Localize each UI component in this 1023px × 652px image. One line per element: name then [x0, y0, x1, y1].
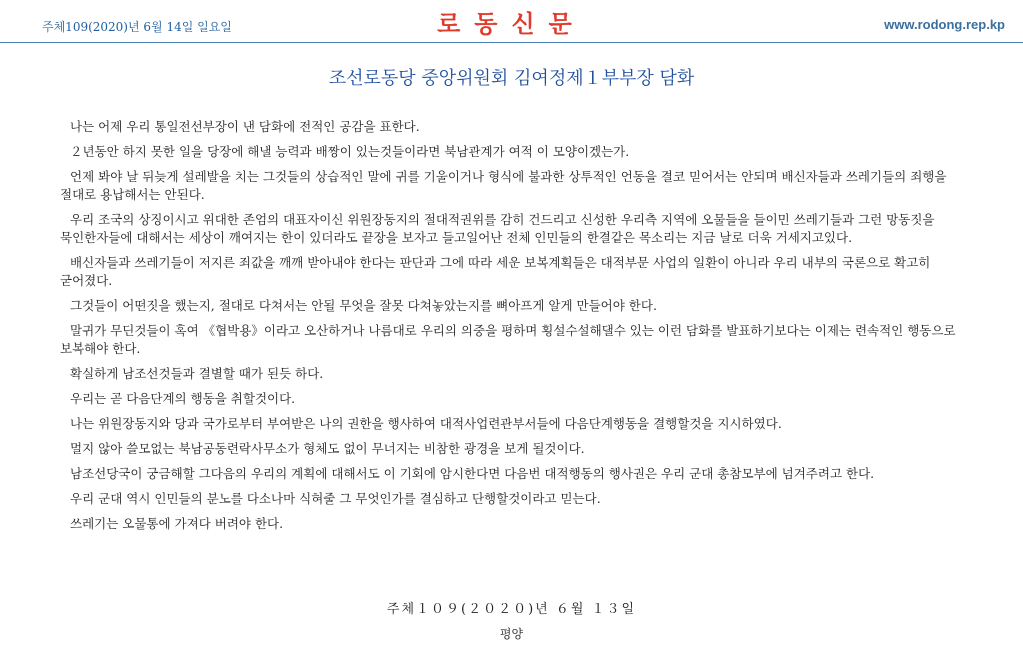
signature-date: 주체１０９(２０２０)년 ６월 １３일	[386, 602, 637, 617]
signature-place: 평양	[499, 627, 524, 641]
article-paragraph: 언제 봐야 날 뒤늦게 설레발을 치는 그것들의 상습적인 말에 귀를 기울이거나 형식에 불과한 상투적인 언동을 결코 믿어서는 안되며 배신자들과 쓰레기들의 죄행을 절대로 용납해서는 안된다.	[60, 169, 947, 202]
site-url-link[interactable]: www.rodong.rep.kp	[884, 17, 1005, 32]
article-body	[60, 118, 975, 540]
article-paragraph: 말귀가 무딘것들이 혹여 《협박용》이라고 오산하거나 나름대로 우리의 의중을 평하며 횡설수설해댈수 있는 이런 담화를 발표하기보다는 이제는 련속적인 행동으로 보복해야 한다.	[60, 323, 956, 356]
article-paragraph: 멀지 않아 쓸모없는 북남공동련락사무소가 형체도 없이 무너지는 비참한 광경을 보게 될것이다.	[70, 441, 585, 456]
article-paragraph: 우리는 곧 다음단계의 행동을 취할것이다.	[70, 391, 296, 406]
article-paragraph: 그것들이 어떤짓을 했는지, 절대로 다쳐서는 안될 무엇을 잘못 다쳐놓았는지를 뼈아프게 알게 만들어야 한다.	[70, 298, 657, 313]
article-paragraph: 배신자들과 쓰레기들이 저지른 죄값을 깨깨 받아내야 한다는 판단과 그에 따라 세운 보복계획들은 대적부문 사업의 일환이 아니라 우리 내부의 국론으로 확고히 굳어졌다.	[60, 255, 931, 288]
header-divider	[0, 42, 1023, 43]
article-paragraph: 우리 군대 역시 인민들의 분노를 다소나마 식혀줄 그 무엇인가를 결심하고 단행할것이라고 믿는다.	[70, 491, 601, 506]
article-paragraph: 쓰레기는 오물통에 가져다 버려야 한다.	[70, 516, 284, 531]
newspaper-masthead-logo[interactable]: 로동신문	[437, 9, 586, 38]
article-paragraph: ２년동안 하지 못한 일을 당장에 해낼 능력과 배짱이 있는것들이라면 북남관계가 여적 이 모양이겠는가.	[70, 144, 630, 159]
article-paragraph: 우리 조국의 상징이시고 위대한 존엄의 대표자이신 위원장동지의 절대적권위를 감히 건드리고 신성한 우리측 지역에 오물들을 들이민 쓰레기들과 그런 망동짓을 묵인한자들에 대해서는 세상이 깨여지는 한이 있더라도 끝장을 보자고 들고일어난 전체 인민들의 한결같은 목소리는 지금 날로 더욱 거세지고있다.	[60, 212, 935, 245]
article-paragraph: 남조선당국이 궁금해할 그다음의 우리의 계획에 대해서도 이 기회에 암시한다면 다음번 대적행동의 행사권은 우리 군대 총참모부에 넘겨주려고 한다.	[70, 466, 875, 481]
article-paragraph: 나는 위원장동지와 당과 국가로부터 부여받은 나의 권한을 행사하여 대적사업련관부서들에 다음단계행동을 결행할것을 지시하였다.	[70, 416, 782, 431]
issue-date: 주체109(2020)년 6월 14일 일요일	[42, 20, 232, 34]
article-paragraph: 확실하게 남조선것들과 결별할 때가 된듯 하다.	[70, 366, 324, 381]
article-paragraph: 나는 어제 우리 통일전선부장이 낸 담화에 전적인 공감을 표한다.	[70, 119, 420, 134]
page-header	[0, 0, 1023, 42]
article-title: 조선로동당 중앙위원회 김여정제１부부장 담화	[328, 68, 695, 89]
